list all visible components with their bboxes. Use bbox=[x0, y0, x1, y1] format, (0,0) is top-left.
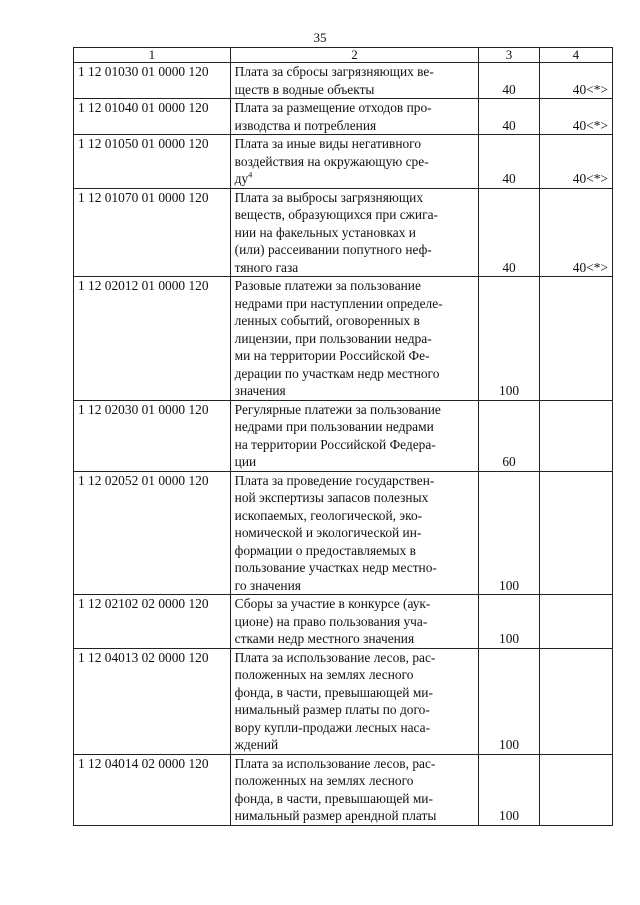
description-line-text: Плата за проведение государствен- bbox=[234, 472, 435, 488]
revenue-description bbox=[230, 188, 479, 277]
table-row bbox=[74, 595, 613, 649]
table-row bbox=[74, 754, 613, 825]
header-cell-3: 3 bbox=[479, 48, 540, 63]
description-line bbox=[235, 241, 475, 259]
description-line bbox=[235, 382, 475, 400]
table-row bbox=[74, 648, 613, 754]
description-line-text: Плата за иные виды негативного bbox=[234, 136, 422, 151]
description-line bbox=[235, 507, 475, 525]
description-line bbox=[235, 453, 475, 471]
classification-code: 1 12 02102 02 0000 120 bbox=[74, 595, 231, 649]
description-line-text: изводства и потребления bbox=[234, 117, 377, 133]
description-line-text: Сборы за участие в конкурсе (аук- bbox=[234, 596, 431, 611]
revenue-description bbox=[230, 400, 479, 471]
description-line-text: формации о предоставляемых в bbox=[234, 542, 416, 558]
description-line-text: Плата за сбросы загрязняющих ве- bbox=[234, 64, 434, 79]
revenue-description bbox=[230, 595, 479, 649]
description-line bbox=[235, 755, 475, 773]
description-line-text: ду bbox=[234, 171, 249, 186]
table-row bbox=[74, 99, 613, 135]
column-4-value bbox=[539, 471, 612, 595]
description-line bbox=[235, 117, 475, 135]
description-line-text: ции bbox=[234, 454, 257, 469]
description-line-text: ществ в водные объекты bbox=[234, 81, 375, 97]
header-cell-2: 2 bbox=[230, 48, 479, 63]
description-line bbox=[235, 365, 475, 383]
column-3-value: 40 bbox=[479, 99, 540, 135]
classification-code: 1 12 02030 01 0000 120 bbox=[74, 400, 231, 471]
description-line-text: положенных на землях лесного bbox=[234, 773, 414, 788]
page-number: 35 bbox=[313, 30, 327, 45]
column-3-value: 100 bbox=[479, 277, 540, 401]
classification-code: 1 12 02012 01 0000 120 bbox=[74, 277, 231, 401]
description-line-text: недрами при наступлении определе- bbox=[234, 295, 443, 311]
description-line-text: ископаемых, геологической, эко- bbox=[234, 507, 423, 523]
description-line-text: воздействия на окружающую сре- bbox=[234, 153, 429, 169]
description-line-text: стками недр местного значения bbox=[234, 631, 415, 646]
column-3-value: 60 bbox=[479, 400, 540, 471]
column-3-value: 40 bbox=[479, 63, 540, 99]
revenue-description bbox=[230, 754, 479, 825]
description-line bbox=[235, 595, 475, 613]
description-line bbox=[235, 418, 475, 436]
revenue-description bbox=[230, 471, 479, 595]
table-row bbox=[74, 188, 613, 277]
description-line bbox=[235, 736, 475, 754]
description-line-text: пользование участках недр местно- bbox=[234, 560, 437, 575]
description-line-text: веществ, образующихся при сжига- bbox=[234, 207, 438, 222]
column-4-value bbox=[539, 595, 612, 649]
description-line-text: ждений bbox=[234, 737, 279, 752]
description-line bbox=[235, 330, 475, 348]
table-row bbox=[74, 135, 613, 189]
revenue-description bbox=[230, 277, 479, 401]
description-line bbox=[235, 170, 475, 188]
description-line-text: недрами при пользовании недрами bbox=[234, 419, 434, 434]
column-3-value: 100 bbox=[479, 648, 540, 754]
column-3-value: 100 bbox=[479, 595, 540, 649]
description-line-text: вору купли-продажи лесных наса- bbox=[234, 719, 431, 735]
revenue-description bbox=[230, 135, 479, 189]
description-line bbox=[235, 684, 475, 702]
description-line-text: ми на территории Российской Фе- bbox=[234, 348, 430, 363]
description-line-text: Плата за размещение отходов про- bbox=[234, 100, 432, 115]
description-line-text: на территории Российской Федера- bbox=[234, 436, 436, 452]
description-line-text: нии на факельных установках и bbox=[234, 224, 416, 240]
header-cell-1: 1 bbox=[74, 48, 231, 63]
classification-code: 1 12 01070 01 0000 120 bbox=[74, 188, 231, 277]
description-line bbox=[235, 63, 475, 81]
classification-code: 1 12 01050 01 0000 120 bbox=[74, 135, 231, 189]
description-line-text: номической и экологической ин- bbox=[234, 525, 422, 540]
description-line bbox=[235, 347, 475, 365]
description-line-text: Разовые платежи за пользование bbox=[234, 278, 421, 293]
footnote-mark: 4 bbox=[248, 170, 253, 180]
table-row bbox=[74, 400, 613, 471]
description-line-text: ной экспертизы запасов полезных bbox=[234, 490, 429, 505]
description-line bbox=[235, 719, 475, 737]
table-row bbox=[74, 471, 613, 595]
description-line bbox=[235, 99, 475, 117]
description-line-text: нимальный размер платы по дого- bbox=[234, 702, 430, 717]
table-row bbox=[74, 277, 613, 401]
description-line bbox=[235, 472, 475, 490]
description-line bbox=[235, 224, 475, 242]
table-row bbox=[74, 63, 613, 99]
column-4-value: 40<*> bbox=[539, 135, 612, 189]
description-line bbox=[235, 666, 475, 684]
description-line bbox=[235, 312, 475, 330]
description-line-text: положенных на землях лесного bbox=[234, 667, 414, 682]
column-3-value: 100 bbox=[479, 471, 540, 595]
description-line bbox=[235, 701, 475, 719]
description-line-text: фонда, в части, превышающей ми- bbox=[234, 684, 433, 700]
column-3-value: 100 bbox=[479, 754, 540, 825]
column-3-value: 40 bbox=[479, 135, 540, 189]
description-line-text: (или) рассеивании попутного неф- bbox=[234, 242, 432, 257]
description-line bbox=[235, 790, 475, 808]
description-line bbox=[235, 206, 475, 224]
description-line-text: го значения bbox=[234, 577, 301, 593]
description-line-text: дерации по участкам недр местного bbox=[234, 365, 440, 381]
description-line bbox=[235, 189, 475, 207]
classification-code: 1 12 04014 02 0000 120 bbox=[74, 754, 231, 825]
description-line-text: лицензии, при пользовании недра- bbox=[234, 330, 432, 346]
column-4-value bbox=[539, 648, 612, 754]
revenue-description bbox=[230, 63, 479, 99]
table-header-row bbox=[74, 48, 613, 63]
budget-classification-table bbox=[73, 47, 613, 826]
description-line-text: Плата за использование лесов, рас- bbox=[234, 649, 436, 665]
description-line bbox=[235, 81, 475, 99]
description-line bbox=[235, 649, 475, 667]
description-line bbox=[235, 524, 475, 542]
description-line-text: Плата за использование лесов, рас- bbox=[234, 755, 436, 771]
column-4-value bbox=[539, 400, 612, 471]
description-line bbox=[235, 436, 475, 454]
description-line bbox=[235, 613, 475, 631]
header-cell-4: 4 bbox=[539, 48, 612, 63]
column-4-value: 40<*> bbox=[539, 188, 612, 277]
description-line bbox=[235, 772, 475, 790]
description-line-text: Плата за выбросы загрязняющих bbox=[234, 189, 424, 205]
column-4-value bbox=[539, 754, 612, 825]
description-line bbox=[235, 630, 475, 648]
description-line-text: ленных событий, оговоренных в bbox=[234, 313, 420, 328]
description-line bbox=[235, 259, 475, 277]
revenue-description bbox=[230, 648, 479, 754]
column-4-value: 40<*> bbox=[539, 99, 612, 135]
description-line-text: значения bbox=[234, 383, 286, 398]
classification-code: 1 12 01030 01 0000 120 bbox=[74, 63, 231, 99]
column-4-value: 40<*> bbox=[539, 63, 612, 99]
description-line-text: Регулярные платежи за пользование bbox=[234, 401, 441, 417]
description-line-text: тяного газа bbox=[234, 259, 299, 275]
description-line bbox=[235, 295, 475, 313]
description-line bbox=[235, 277, 475, 295]
description-line-text: фонда, в части, превышающей ми- bbox=[234, 790, 433, 806]
description-line bbox=[235, 401, 475, 419]
description-line bbox=[235, 153, 475, 171]
classification-code: 1 12 02052 01 0000 120 bbox=[74, 471, 231, 595]
classification-code: 1 12 04013 02 0000 120 bbox=[74, 648, 231, 754]
description-line bbox=[235, 542, 475, 560]
description-line bbox=[235, 807, 475, 825]
column-4-value bbox=[539, 277, 612, 401]
description-line bbox=[235, 577, 475, 595]
classification-code: 1 12 01040 01 0000 120 bbox=[74, 99, 231, 135]
description-line bbox=[235, 135, 475, 153]
revenue-description bbox=[230, 99, 479, 135]
description-line bbox=[235, 559, 475, 577]
column-3-value: 40 bbox=[479, 188, 540, 277]
description-line-text: нимальный размер арендной платы bbox=[234, 808, 437, 823]
description-line-text: ционе) на право пользования уча- bbox=[234, 613, 428, 629]
description-line bbox=[235, 489, 475, 507]
